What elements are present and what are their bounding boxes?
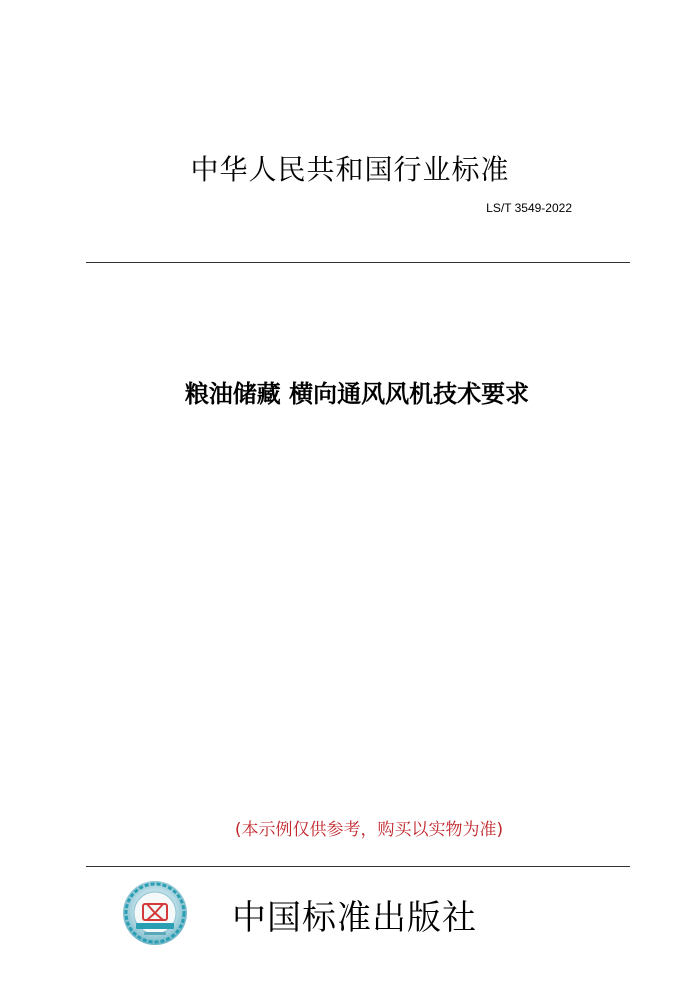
sample-disclaimer: (本示例仅供参考，购买以实物为准) — [234, 820, 504, 840]
anti-counterfeit-seal-icon — [122, 880, 188, 946]
publisher-name: 中国标准出版社 — [232, 898, 477, 938]
standard-category-title: 中华人民共和国行业标准 — [190, 153, 510, 186]
bottom-divider — [86, 866, 630, 867]
top-divider — [86, 262, 630, 263]
document-title: 粮油储藏 横向通风风机技术要求 — [184, 380, 530, 408]
standard-number: LS/T 3549-2022 — [486, 201, 572, 215]
